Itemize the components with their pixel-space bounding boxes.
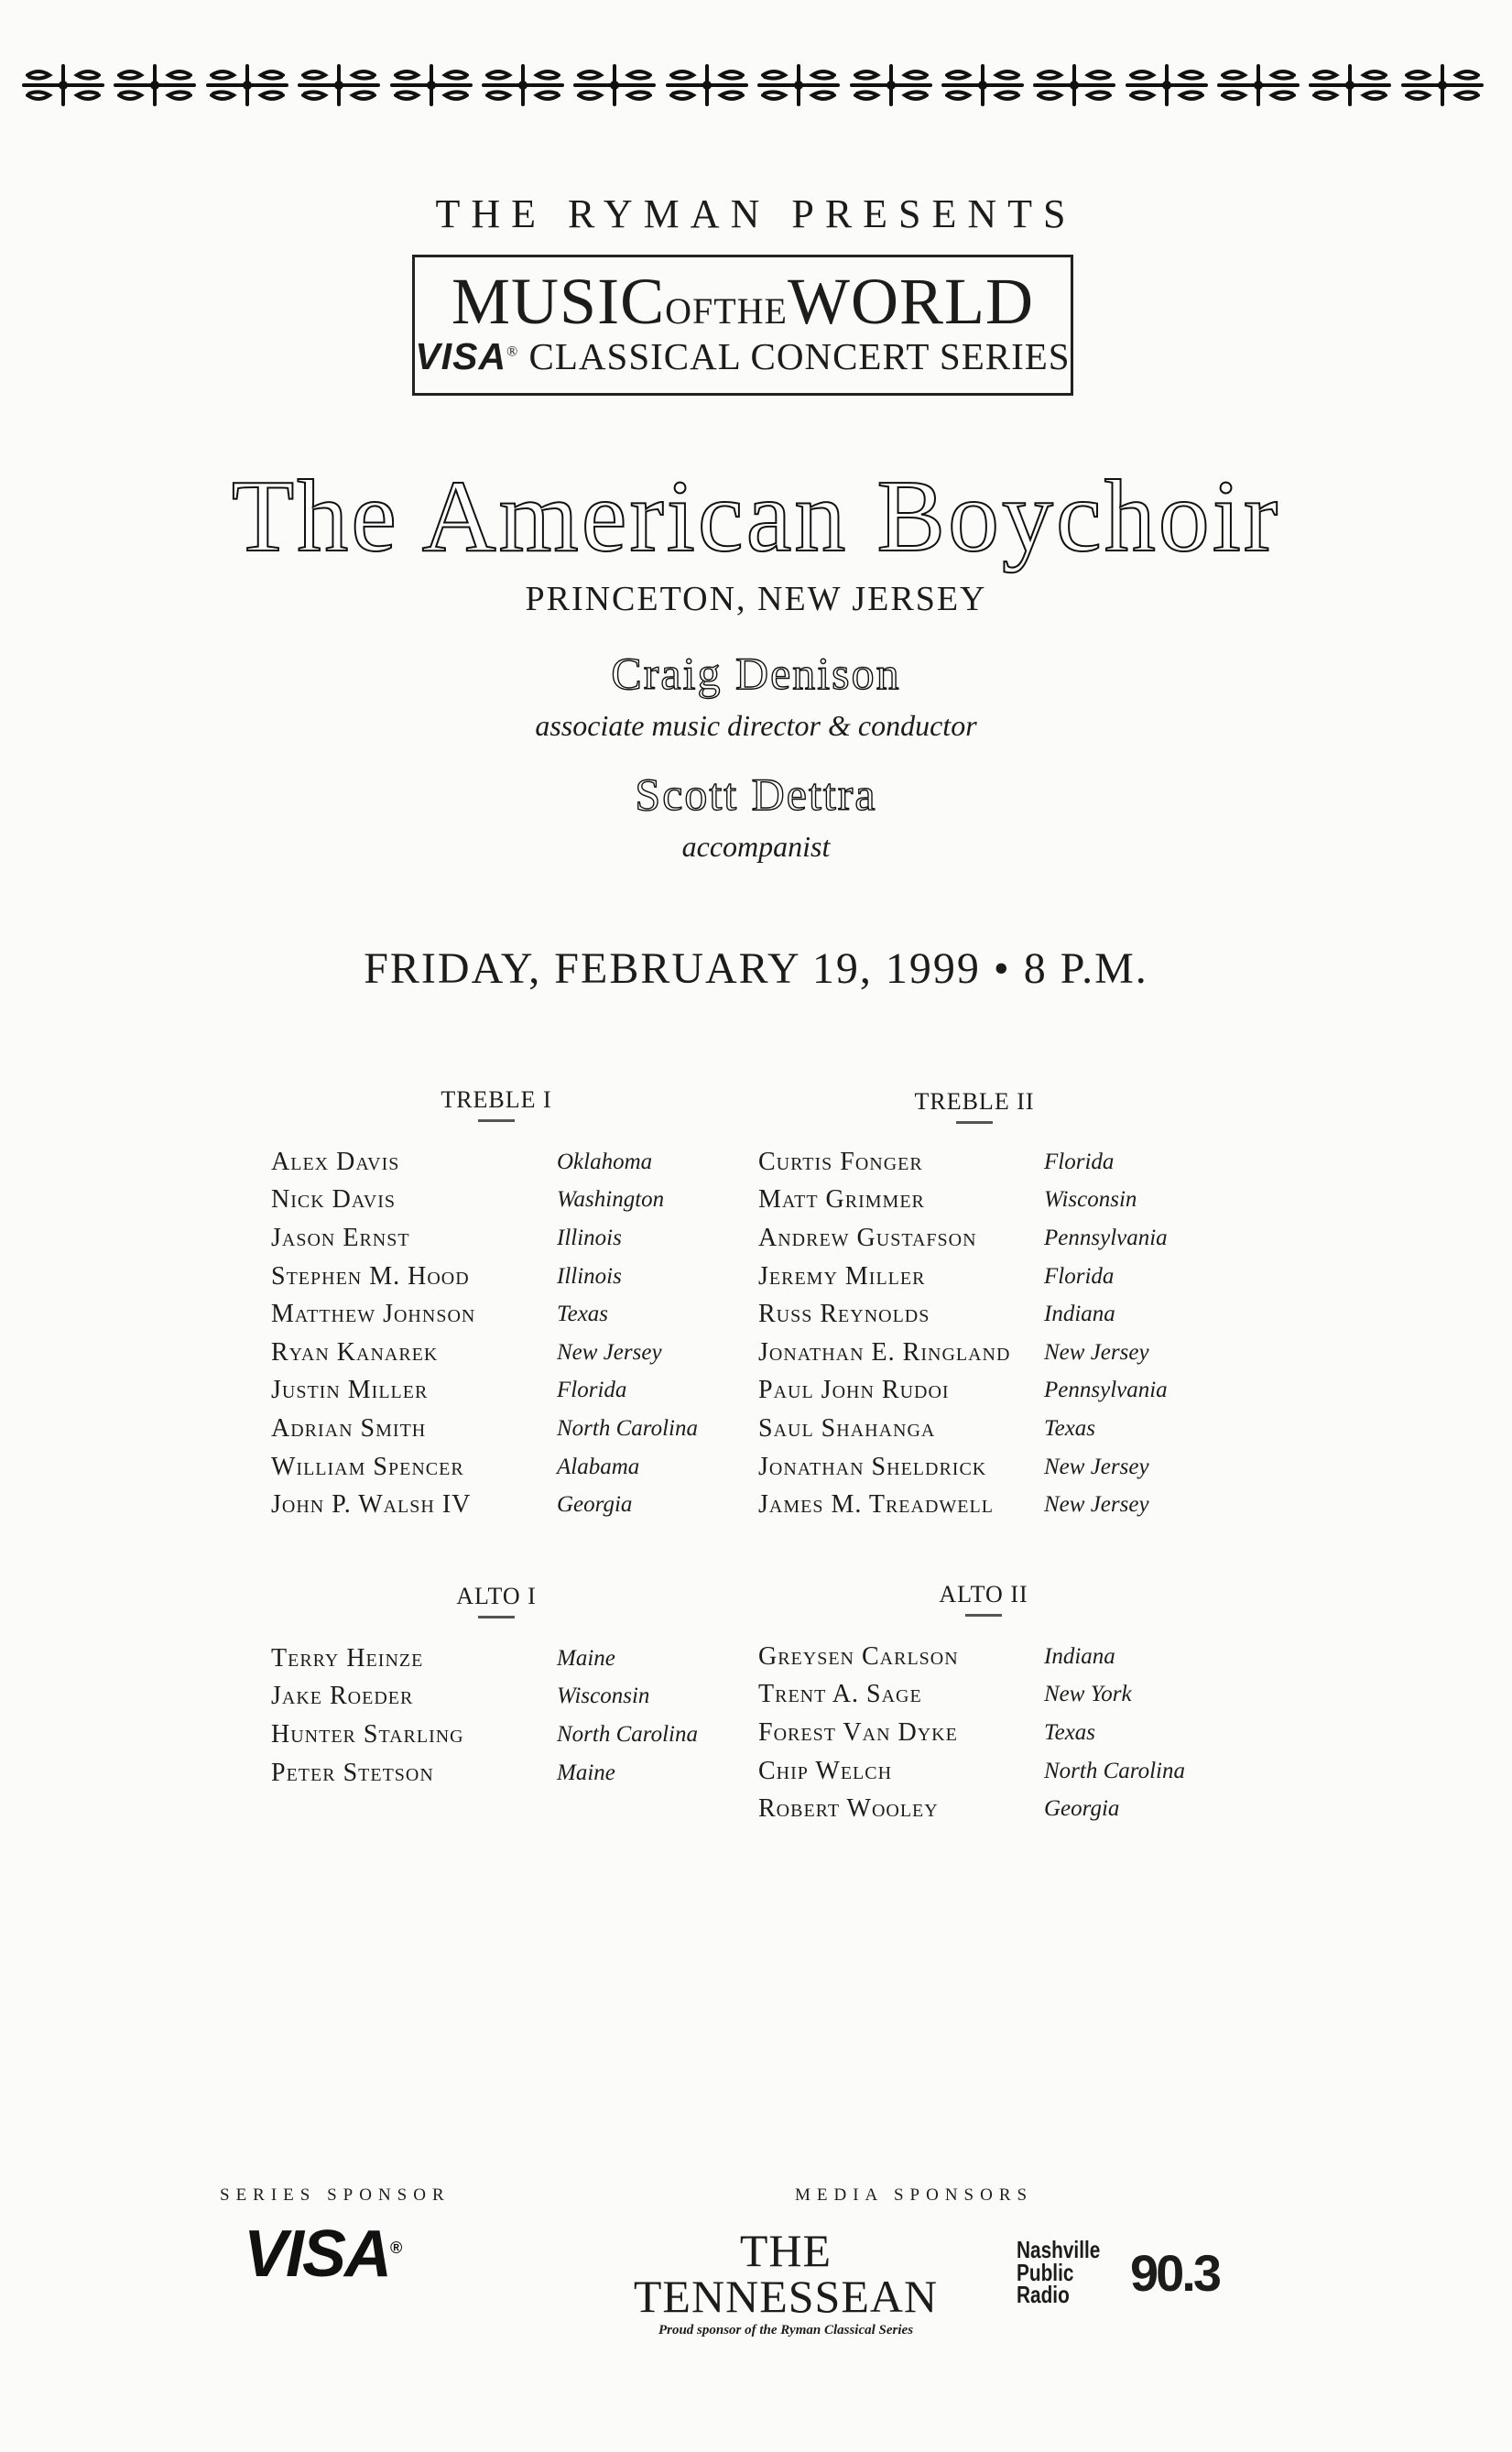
- roster-row: [758, 1295, 1168, 1334]
- ornament-glyph: [1031, 62, 1117, 108]
- roster-row: [271, 1410, 698, 1448]
- accompanist-role: accompanist: [681, 830, 831, 863]
- member-name: Andrew Gustafson: [758, 1223, 977, 1252]
- ornament-glyph: [664, 62, 750, 108]
- member-state: Illinois: [557, 1263, 622, 1289]
- ornament-glyph: [1307, 62, 1393, 108]
- ensemble-name: The American Boychoir: [231, 460, 1281, 573]
- roster-row: [758, 1448, 1168, 1487]
- series-title-the: THE: [713, 290, 788, 332]
- member-state: Pennsylvania: [1044, 1225, 1168, 1250]
- member-state: New York: [1044, 1682, 1132, 1707]
- member-state: Texas: [1044, 1415, 1096, 1441]
- member-name: Jake Roeder: [271, 1682, 414, 1711]
- member-name: Greysen Carlson: [758, 1641, 959, 1671]
- accompanist-name: Scott Dettra: [635, 768, 877, 820]
- roster-row: [758, 1752, 1185, 1791]
- ornament-glyph: [480, 62, 566, 108]
- section-title-alto-2: [846, 1581, 1121, 1617]
- member-state: North Carolina: [557, 1415, 698, 1441]
- roster-row: [271, 1182, 698, 1220]
- series-subtitle: CLASSICAL CONCERT SERIES: [528, 335, 1071, 377]
- section-divider: [478, 1119, 515, 1122]
- nashville-public-radio-logo: [1017, 2236, 1219, 2309]
- section-divider: [965, 1614, 1002, 1617]
- series-sponsor-label: SERIES SPONSOR: [220, 2185, 451, 2205]
- ornament-glyph: [1215, 62, 1301, 108]
- member-state: Indiana: [1044, 1302, 1115, 1327]
- roster-row: [271, 1678, 698, 1716]
- roster-row: [271, 1372, 698, 1411]
- section-label: ALTO II: [939, 1581, 1028, 1607]
- member-name: Curtis Fonger: [758, 1147, 923, 1176]
- section-divider: [956, 1121, 993, 1124]
- series-title-of: OF: [665, 290, 714, 332]
- roster-row: [758, 1334, 1168, 1372]
- tennessean-wordmark: THE TENNESSEAN: [633, 2225, 939, 2322]
- member-state: Illinois: [557, 1225, 622, 1250]
- member-name: Stephen M. Hood: [271, 1261, 470, 1291]
- member-state: New Jersey: [1044, 1492, 1149, 1518]
- series-title-part1: MUSIC: [451, 265, 666, 338]
- ornament-glyph: [296, 62, 382, 108]
- member-name: Chip Welch: [758, 1756, 893, 1785]
- section-label: ALTO I: [456, 1583, 537, 1609]
- performance-date: FRIDAY, FEBRUARY 19, 1999 • 8 P.M.: [364, 944, 1148, 993]
- roster-row: [271, 1258, 698, 1296]
- member-name: Matt Grimmer: [758, 1185, 925, 1215]
- roster-row: [758, 1143, 1168, 1182]
- series-title: [415, 265, 1071, 338]
- member-name: Alex Davis: [271, 1147, 400, 1176]
- ornament-glyph: [112, 62, 198, 108]
- roster-row: [271, 1754, 698, 1793]
- ornament-glyph: [571, 62, 658, 108]
- member-name: John P. Walsh IV: [271, 1490, 472, 1520]
- roster-row: [758, 1182, 1168, 1220]
- member-name: William Spencer: [271, 1452, 464, 1481]
- member-state: Indiana: [1044, 1643, 1115, 1669]
- tennessean-tagline: Proud sponsor of the Ryman Classical Series: [658, 2323, 914, 2338]
- member-state: Alabama: [557, 1454, 640, 1479]
- roster-row: [758, 1714, 1185, 1752]
- member-name: Peter Stetson: [271, 1758, 434, 1787]
- member-state: Wisconsin: [557, 1684, 650, 1709]
- ornament-glyph: [204, 62, 290, 108]
- npr-frequency: 90.3: [1130, 2243, 1219, 2302]
- npr-line1: Nashville: [1017, 2236, 1101, 2263]
- ornament-border: [20, 53, 1485, 117]
- roster-row: [758, 1638, 1185, 1676]
- roster-row: [758, 1219, 1168, 1258]
- member-state: New Jersey: [557, 1339, 662, 1365]
- roster-row: [271, 1334, 698, 1372]
- section-title-alto-1: [359, 1583, 634, 1618]
- roster-row: [271, 1219, 698, 1258]
- visa-registered: ®: [390, 2239, 401, 2257]
- member-name: Trent A. Sage: [758, 1680, 922, 1709]
- member-state: Wisconsin: [1044, 1187, 1137, 1213]
- member-state: New Jersey: [1044, 1454, 1149, 1479]
- roster-alto-1: [271, 1640, 698, 1792]
- member-state: Georgia: [1044, 1796, 1120, 1822]
- member-name: James M. Treadwell: [758, 1490, 994, 1520]
- npr-line2: Public Radio: [1017, 2258, 1074, 2309]
- member-name: Matthew Johnson: [271, 1300, 476, 1329]
- roster-row: [271, 1716, 698, 1754]
- section-label: TREBLE I: [441, 1086, 552, 1113]
- roster-row: [271, 1295, 698, 1334]
- member-state: Maine: [557, 1645, 615, 1671]
- roster-row: [271, 1143, 698, 1182]
- member-state: North Carolina: [557, 1721, 698, 1747]
- series-sponsor-brand: VISA: [415, 335, 507, 377]
- member-state: Georgia: [557, 1492, 633, 1518]
- member-name: Robert Wooley: [758, 1794, 939, 1824]
- member-name: Paul John Rudoi: [758, 1376, 950, 1405]
- roster-row: [758, 1372, 1168, 1411]
- conductor-name: Craig Denison: [611, 648, 901, 699]
- roster-alto-2: [758, 1638, 1185, 1828]
- section-divider: [478, 1616, 515, 1618]
- member-name: Forest Van Dyke: [758, 1717, 958, 1747]
- series-logo-box: [412, 255, 1073, 396]
- member-name: Hunter Starling: [271, 1719, 464, 1749]
- ornament-glyph: [756, 62, 842, 108]
- member-name: Jonathan Sheldrick: [758, 1452, 987, 1481]
- roster-row: [758, 1410, 1168, 1448]
- roster-row: [758, 1486, 1168, 1524]
- member-name: Jeremy Miller: [758, 1261, 926, 1291]
- section-label: TREBLE II: [914, 1088, 1035, 1115]
- member-state: Texas: [1044, 1719, 1096, 1745]
- roster-treble-2: [758, 1143, 1168, 1524]
- ornament-glyph: [848, 62, 934, 108]
- member-state: New Jersey: [1044, 1339, 1149, 1365]
- presenter-heading: THE RYMAN PRESENTS: [435, 191, 1077, 236]
- ensemble-location: PRINCETON, NEW JERSEY: [525, 580, 987, 618]
- series-brand-registered: ®: [506, 343, 519, 360]
- member-name: Justin Miller: [271, 1376, 429, 1405]
- member-name: Saul Shahanga: [758, 1413, 936, 1443]
- member-state: Florida: [1044, 1263, 1115, 1289]
- member-name: Ryan Kanarek: [271, 1337, 439, 1367]
- member-state: Oklahoma: [557, 1149, 653, 1174]
- section-title-treble-1: [359, 1086, 634, 1122]
- member-name: Russ Reynolds: [758, 1300, 930, 1329]
- ornament-glyph: [388, 62, 474, 108]
- visa-logo: [244, 2217, 400, 2292]
- member-name: Terry Heinze: [271, 1643, 424, 1673]
- roster-row: [758, 1790, 1185, 1828]
- member-state: Maine: [557, 1760, 615, 1785]
- member-state: Washington: [557, 1187, 665, 1213]
- npr-name: [1017, 2236, 1104, 2309]
- tennessean-logo: [603, 2225, 969, 2338]
- ornament-glyph: [1124, 62, 1210, 108]
- section-title-treble-2: [837, 1088, 1112, 1124]
- roster-row: [758, 1258, 1168, 1296]
- roster-row: [758, 1676, 1185, 1715]
- ornament-glyph: [20, 62, 106, 108]
- visa-wordmark: VISA: [244, 2218, 391, 2291]
- conductor-role: associate music director & conductor: [535, 709, 977, 742]
- roster-treble-1: [271, 1143, 698, 1524]
- ornament-glyph: [940, 62, 1026, 108]
- member-name: Jonathan E. Ringland: [758, 1337, 1011, 1367]
- member-name: Jason Ernst: [271, 1223, 410, 1252]
- member-state: North Carolina: [1044, 1758, 1185, 1783]
- roster-row: [271, 1486, 698, 1524]
- member-state: Florida: [1044, 1149, 1115, 1174]
- series-subtitle-line: [415, 334, 1071, 378]
- member-state: Florida: [557, 1378, 627, 1403]
- member-state: Pennsylvania: [1044, 1378, 1168, 1403]
- member-state: Texas: [557, 1302, 609, 1327]
- ornament-glyph: [1399, 62, 1485, 108]
- roster-row: [271, 1640, 698, 1678]
- series-title-part2: WORLD: [788, 265, 1034, 338]
- member-name: Nick Davis: [271, 1185, 396, 1215]
- member-name: Adrian Smith: [271, 1413, 427, 1443]
- roster-row: [271, 1448, 698, 1487]
- media-sponsors-label: MEDIA SPONSORS: [795, 2185, 1034, 2205]
